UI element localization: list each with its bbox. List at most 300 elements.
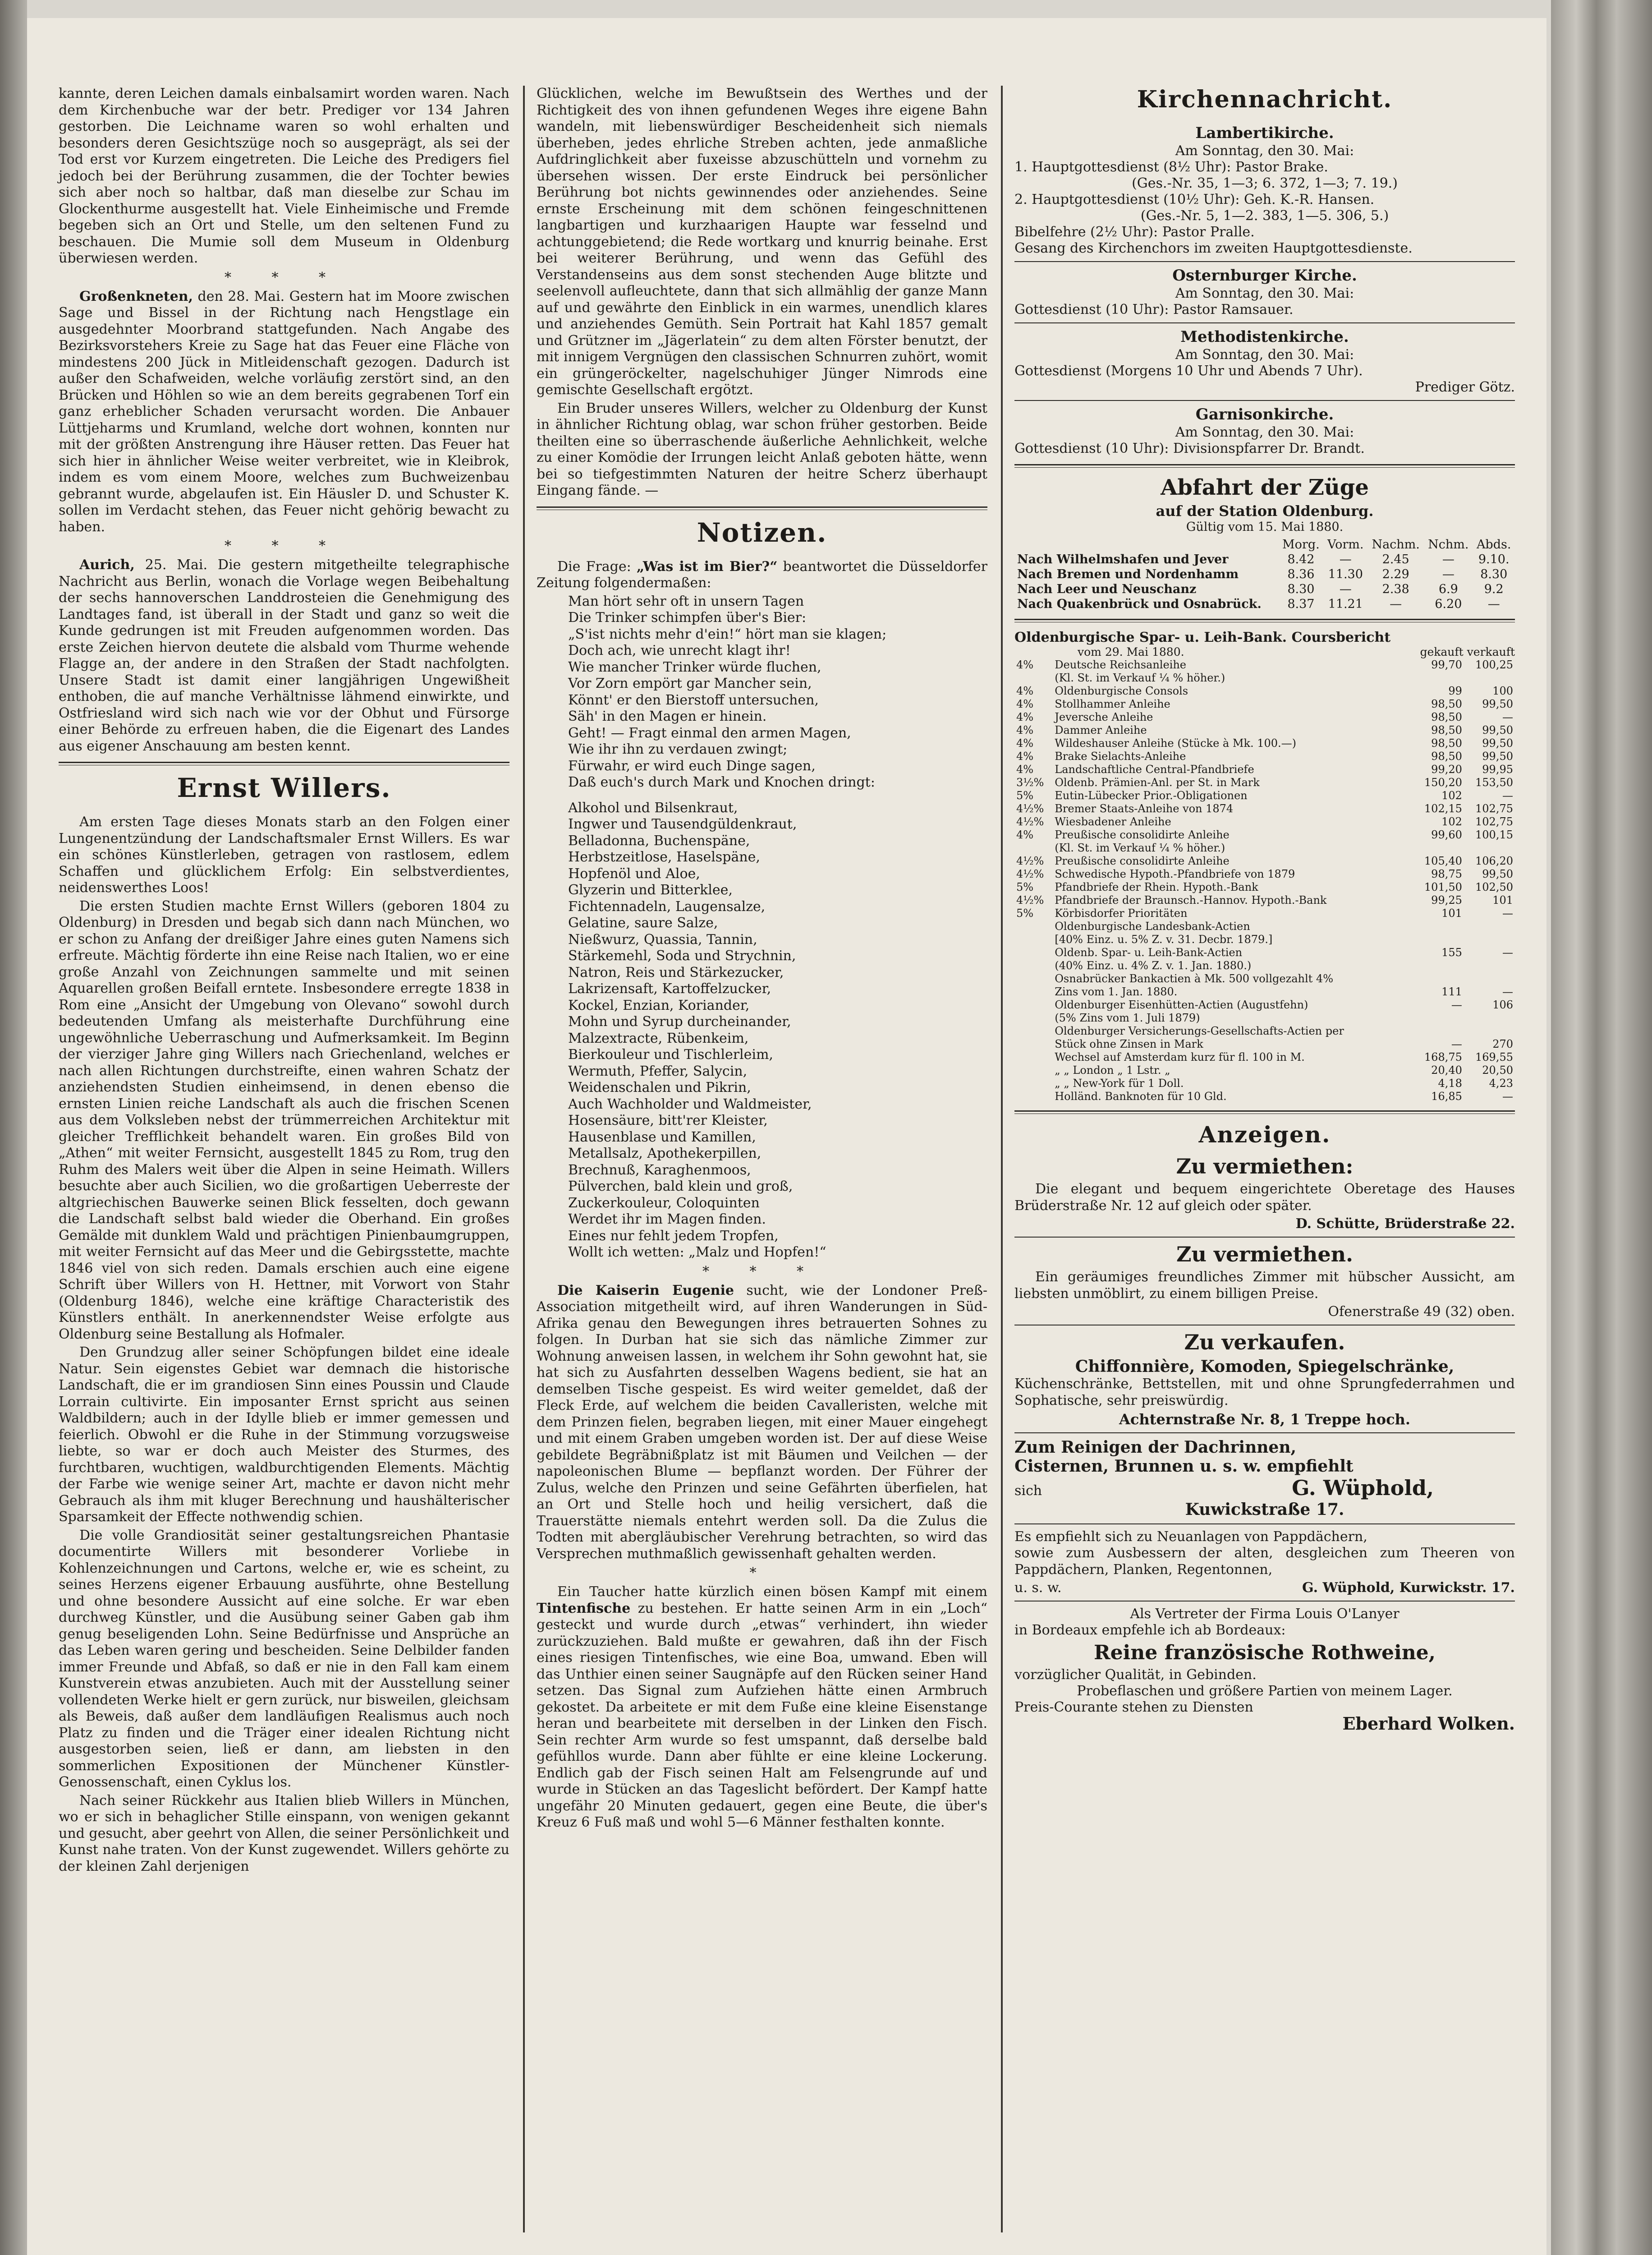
rate-percent: 5% xyxy=(1016,907,1034,920)
rate-sold: 169,55 xyxy=(1475,1051,1513,1063)
column-2 xyxy=(537,86,987,1833)
rate-sold xyxy=(1464,972,1515,985)
rate-sold xyxy=(1464,959,1515,972)
rate-security: Oldenburger Versicherungs-Gesellschafts-Actien per xyxy=(1055,1025,1344,1037)
ads-title: Anzeigen. xyxy=(1198,1121,1331,1148)
rate-sold: — xyxy=(1502,711,1513,723)
service-line: Bibelfehre (2½ Uhr): Pastor Pralle. xyxy=(1014,224,1255,240)
train-row xyxy=(1014,597,1515,612)
rate-bought: 99 xyxy=(1448,685,1462,697)
ad-headline: Reine französische Rothweine, xyxy=(1094,1641,1436,1664)
rate-row xyxy=(1014,802,1515,815)
rate-row xyxy=(1014,1090,1515,1103)
rate-bought: 98,50 xyxy=(1431,750,1462,763)
train-time: 11.21 xyxy=(1328,597,1363,611)
article-lead: Tintenfische xyxy=(537,1600,631,1616)
rate-percent: 4½% xyxy=(1016,802,1044,815)
train-destination: Nach Wilhelmshafen und Jever xyxy=(1017,552,1229,566)
rate-sold: 99,50 xyxy=(1482,724,1513,736)
poem-line: Alkohol und Bilsenkraut, xyxy=(568,800,738,816)
rate-bought: 16,85 xyxy=(1431,1090,1462,1103)
train-header-row xyxy=(1014,537,1515,552)
rate-percent: 4% xyxy=(1016,685,1034,697)
rates-title: Oldenburgische Spar- u. Leih-Bank. Coursbericht xyxy=(1014,630,1391,645)
rates-table xyxy=(1014,658,1515,1103)
ad-address: Kuwickstraße 17. xyxy=(1185,1500,1345,1519)
rate-security: Oldenburger Eisenhütten-Actien (Augustfehn) xyxy=(1055,999,1308,1011)
rate-percent: 4% xyxy=(1016,763,1034,776)
train-time: — xyxy=(1442,567,1455,581)
rate-security: Wiesbadener Anleihe xyxy=(1055,815,1171,828)
rate-security: Eutin-Lübecker Prior.-Obligationen xyxy=(1055,789,1248,802)
rate-bought xyxy=(1413,1025,1464,1038)
rate-row xyxy=(1014,763,1515,776)
rate-bought: 4,18 xyxy=(1438,1077,1462,1090)
rate-sold: 102,75 xyxy=(1475,802,1513,815)
rate-security: (40% Einz. u. 4% Z. v. 1. Jan. 1880.) xyxy=(1055,959,1252,972)
ad-signature: D. Schütte, Brüderstraße 22. xyxy=(1295,1216,1515,1232)
rate-percent xyxy=(1014,1025,1053,1038)
train-time: — xyxy=(1390,597,1402,611)
rate-bought: — xyxy=(1451,999,1462,1011)
rate-security: Pfandbriefe der Rhein. Hypoth.-Bank xyxy=(1055,881,1258,893)
section-rule xyxy=(537,506,987,510)
service-date: Am Sonntag, den 30. Mai: xyxy=(1175,143,1354,159)
rate-sold: 99,50 xyxy=(1482,750,1513,763)
rate-percent xyxy=(1014,920,1053,933)
rate-bought: 98,50 xyxy=(1431,724,1462,736)
rate-percent xyxy=(1014,1090,1053,1103)
rate-row xyxy=(1014,907,1515,920)
column-rule xyxy=(523,86,525,2232)
poem-line: Hopfenöl und Aloe, xyxy=(568,865,700,882)
rate-bought: 101,50 xyxy=(1424,881,1462,893)
poem-line: Werdet ihr im Magen finden. xyxy=(568,1211,766,1227)
rate-bought: 99,20 xyxy=(1431,763,1462,776)
rate-row xyxy=(1014,985,1515,999)
poem-line: Mohn und Syrup durcheinander, xyxy=(568,1014,791,1030)
ad-line: Als Vertreter der Firma Louis O'Lanyer xyxy=(1130,1606,1400,1622)
poem-line: Könnt' er den Bierstoff untersuchen, xyxy=(568,692,819,708)
section-rule xyxy=(1014,1110,1515,1114)
poem-line: Eines nur fehlt jedem Tropfen, xyxy=(568,1228,779,1244)
book-binding-edge xyxy=(1551,0,1652,2255)
ad-heading: Zu verkaufen. xyxy=(1184,1330,1345,1354)
ad-line: Preis-Courante stehen zu Diensten xyxy=(1014,1699,1253,1715)
poem-line: Natron, Reis und Stärkezucker, xyxy=(568,964,784,980)
rates-subheader xyxy=(1014,645,1515,658)
ad-line: sich xyxy=(1014,1483,1042,1499)
rate-bought: 102,15 xyxy=(1424,802,1462,815)
rate-bought: 99,70 xyxy=(1431,658,1462,671)
poem-line: Gelatine, saure Salze, xyxy=(568,915,718,931)
willers-para-2: Die ersten Studien machte Ernst Willers (geboren 1804 zu Oldenburg) in Dresden und begab sich dann nach München, wo er schon zu Anfang der dreißiger Jahre eines guten Namens sich erfreute. Mächtig förderte ihn eine Reise nach Italien, wo er eine große Anzahl von Zeichnungen sammelte und mit seinen Aquarellen großen Beifall erntete. Insbesondere erregte 1838 in Rom eine „Ansicht der Umgebung von Olevano“ sowohl durch bedeutenden Umfang als meisterhafte Durchführung eine ungewöhnliche Ueberraschung und Aufmerksamkeit. Im Beginn der vierziger Jahre ging Willers nach Griechenland, welches er nach allen Richtungen durchstreifte, einen wahren Schatz der anziehendsten Studien einheimsend, in denen ebenso die ernsten Linien reiche Landschaft als auch die frischen Scenen aus dem Volksleben nebst der trümmerreichen Architektur mit gleicher Trefflichkeit behandelt waren. Ein großes Bild von „Athen“ mit weiter Fernsicht, ausgestellt 1845 zu Rom, trug den Ruhm des Malers weit über die Alpen in seine Heimath. Willers besuchte aber auch Sicilien, wo die großartigen Ueberreste der altgriechischen Bauwerke seinen Blick fesselten, doch gewann die Landschaft selbst bald wieder die Oberhand. Ein großes Gemälde mit dunklem Wald und prächtigen Pinienbaumgruppen, mit weiter Fernsicht auf das Meer und die Gebirgsstette, machte 1846 viel von sich reden. Damals erschien auch eine eigene Schrift über Willers von H. Hettner, mit Vorwort von Stahr (Oldenburg 1846), welche eine kräftige Characteristik des Künstlers enthält. In anerkennendster Weise erfolgte aus Oldenburg seine Bestallung als Hofmaler. xyxy=(59,898,509,1342)
train-header-blank xyxy=(1014,537,1278,552)
rate-row xyxy=(1014,946,1515,959)
preacher-name: Prediger Götz. xyxy=(1415,379,1515,395)
willers-para-5: Nach seiner Rückkehr aus Italien blieb Willers in München, wo er sich in behaglicher Stille einspann, von wenigen gekannt und gesucht, aber geehrt von Allen, die seiner Persönlichkeit und Kunst nahe traten. Von der Kunst zugewendet. Willers gehörte zu der kleinen Zahl derjenigen xyxy=(59,1792,509,1874)
rate-row xyxy=(1014,724,1515,737)
column-1 xyxy=(59,86,509,1877)
place-name: Aurich, xyxy=(79,557,135,573)
rate-security: Dammer Anleihe xyxy=(1055,724,1147,736)
rate-sold: — xyxy=(1502,789,1513,802)
willers-para-1: Am ersten Tage dieses Monats starb an den Folgen einer Lungenentzündung der Landschaftsmaler Ernst Willers. Es war ein schönes Künstlerleben, getragen von rastlosem, edlem Schaffen und glücklichem Erfolg: Ein selbstverdientes, neidenswerthes Loos! xyxy=(59,814,509,896)
train-row xyxy=(1014,567,1515,582)
separator-stars: * * * xyxy=(224,269,344,285)
poem-line: Geht! — Fragt einmal den armen Magen, xyxy=(568,725,851,741)
poem-line: Metallsalz, Apothekerpillen, xyxy=(568,1146,762,1161)
church-heading: Garnisonkirche. xyxy=(1195,405,1334,423)
rate-security: Preußische consolidirte Anleihe xyxy=(1055,855,1230,867)
mummy-article-end: kannte, deren Leichen damals einbalsamirt worden waren. Nach dem Kirchenbuche war der betr. Prediger vor 134 Jahren gestorben. Die Leichname waren so wohl erhalten und besonders deren Gesichtszüge noch so ausgeprägt, als sei der Tod erst vor Kurzem eingetreten. Die Leiche des Predigers fiel jedoch bei der Berührung zusammen, die der Tochter bewies sich aber noch so haltbar, daß man dieselbe zur Schau im Glockenthurme ausgestellt hat. Viele Einheimische und Fremde begeben sich an Ort und Stelle, um den seltenen Fund zu beschauen. Die Mumie soll dem Museum in Oldenburg überwiesen werden. xyxy=(59,86,509,266)
rate-bought xyxy=(1413,959,1464,972)
ad-text: Ein geräumiges freundliches Zimmer mit hübscher Aussicht, am liebsten unmöblirt, zu einem billigen Preise. xyxy=(1014,1269,1515,1302)
rate-sold: 99,50 xyxy=(1482,698,1513,710)
rate-percent xyxy=(1014,672,1053,685)
service-line: Gesang des Kirchenchors im zweiten Hauptgottesdienste. xyxy=(1014,240,1413,256)
rate-bought xyxy=(1413,972,1464,985)
intro-text: beantwortet die Düsseldorfer Zeitung folgendermaßen: xyxy=(537,558,987,591)
train-time: 2.45 xyxy=(1382,552,1409,566)
rate-row xyxy=(1014,658,1515,672)
rate-sold xyxy=(1464,1025,1515,1038)
ad-line: in Bordeaux empfehle ich ab Bordeaux: xyxy=(1014,1622,1286,1638)
rate-row xyxy=(1014,1064,1515,1077)
rate-security: Schwedische Hypoth.-Pfandbriefe von 1879 xyxy=(1055,868,1295,880)
rate-row xyxy=(1014,999,1515,1012)
rate-bought: 98,75 xyxy=(1431,868,1462,880)
rate-percent: 4% xyxy=(1016,828,1034,841)
rate-bought: 105,40 xyxy=(1424,855,1462,867)
ad-line: Es empfiehlt sich zu Neuanlagen von Pappdächern, xyxy=(1014,1529,1367,1545)
rate-bought xyxy=(1413,672,1464,685)
poem-line: Säh' in den Magen er hinein. xyxy=(568,709,767,724)
hymn-numbers: (Ges.-Nr. 35, 1—3; 6. 372, 1—3; 7. 19.) xyxy=(1132,175,1398,191)
rate-security: Pfandbriefe der Braunsch.-Hannov. Hypoth.-Bank xyxy=(1055,894,1327,907)
train-col-head: Nchm. xyxy=(1428,538,1469,552)
willers-continued: Glücklichen, welche im Bewußtsein des Werthes und der Richtigkeit des von ihnen gefundenen Weges ihre eigene Bahn wandeln, mit liebenswürdiger Bescheidenheit sich niemals überheben, jedes ehrliche Streben achten, jede anmaßliche Aufdringlichkeit aber fuxeisse abzuschütteln und vornehm zu übersehen wissen. Der erste Eindruck bei persönlicher Berührung bot nichts gewinnendes oder anziehendes. Seine ernste Erscheinung mit dem schönen feingeschnittenen langbartigen und kurzhaarigen Haupte war fesselnd und achtunggebietend; die Rede wortkarg und knurrig beinahe. Erst bei weiterer Berührung, und wenn das Gefühl des Verstandenseins aus dem sonst stechenden Auge blitzte und seelenvoll aufleuchtete, dann that sich allmählig der ganze Mann auf und gewährte den Einblick in ein warmes, unendlich klares und anziehendes Gemüth. Sein Portrait hat Kahl 1857 gemalt und Grützner im „Jägerlatein“ zu dem alten Förster benutzt, der mit innigem Vergnügen den classischen Schnurren zuhört, womit ein grüngeröckelter, nagelschuhiger Jünger Nimrods eine gemischte Gesellschaft ergötzt. xyxy=(537,86,987,398)
rate-bought: 98,50 xyxy=(1431,711,1462,723)
rate-security: Oldenb. Spar- u. Leih-Bank-Actien xyxy=(1055,946,1243,959)
train-destination: Nach Quakenbrück und Osnabrück. xyxy=(1017,597,1262,611)
poem-line: Wie mancher Trinker würde fluchen, xyxy=(568,659,821,675)
rate-percent: 4½% xyxy=(1016,855,1044,867)
service-line: Gottesdienst (10 Uhr): Pastor Ramsauer. xyxy=(1014,302,1294,318)
service-line: 2. Hauptgottesdienst (10½ Uhr): Geh. K.-R. Hansen. xyxy=(1014,192,1375,207)
ad-line: vorzüglicher Qualität, in Gebinden. xyxy=(1014,1667,1257,1683)
poem-line: Wollt ich wetten: „Malz und Hopfen!“ xyxy=(568,1244,826,1260)
ad-signature: Eberhard Wolken. xyxy=(1342,1713,1515,1734)
rate-sold xyxy=(1464,672,1515,685)
article-lead: Die Kaiserin Eugenie xyxy=(557,1282,734,1298)
train-time: 9.2 xyxy=(1484,582,1504,596)
rate-percent: 4½% xyxy=(1016,815,1044,828)
rate-bought: 102 xyxy=(1441,789,1462,802)
rule xyxy=(1014,1237,1515,1238)
rate-percent: 4% xyxy=(1016,724,1034,736)
rate-security: Bremer Staats-Anleihe von 1874 xyxy=(1055,802,1234,815)
rate-percent: 4½% xyxy=(1016,868,1044,880)
rate-percent: 5% xyxy=(1016,881,1034,893)
train-time: 8.30 xyxy=(1480,567,1508,581)
rate-bought: 98,50 xyxy=(1431,698,1462,710)
service-date: Am Sonntag, den 30. Mai: xyxy=(1175,424,1354,440)
train-time: — xyxy=(1442,552,1455,566)
article-kaiserin xyxy=(537,1283,987,1563)
newspaper-page xyxy=(27,18,1546,2255)
rate-row xyxy=(1014,815,1515,828)
rate-sold: 101 xyxy=(1492,894,1513,907)
ad-text: sowie zum Ausbessern der alten, desgleichen zum Theeren von Pappdächern, Planken, Regentonnen, xyxy=(1014,1545,1515,1578)
rate-bought: 155 xyxy=(1441,946,1462,959)
ad-heading: Zu vermiethen. xyxy=(1176,1242,1354,1266)
train-col-head: Nachm. xyxy=(1372,538,1420,552)
poem-line: Weidenschalen und Pikrin, xyxy=(568,1080,751,1095)
poem-line: Auch Wachholder und Waldmeister, xyxy=(568,1096,812,1112)
rate-row xyxy=(1014,789,1515,802)
rate-sold: 106,20 xyxy=(1475,855,1513,867)
train-table xyxy=(1014,537,1515,612)
poem-line: Brechnuß, Karaghenmoos, xyxy=(568,1162,751,1178)
poem-line: Nießwurz, Quassia, Tannin, xyxy=(568,931,757,948)
rate-percent: 4½% xyxy=(1016,894,1044,907)
willers-para-4: Die volle Grandiosität seiner gestaltungsreichen Phantasie documentirte Willers mit besonderer Vorliebe in Kohlenzeichnungen und Cartons, welche er, wie es scheint, zu seines Herzens eigener Erbauung ausführte, ohne Bestellung und ohne besondere Aussicht auf eine solche. Er war eben durchweg Künstler, und die Ausübung seiner Gaben gab ihm genug beseligenden Lohn. Seine Bedürfnisse und Ansprüche an das Leben waren gering und bescheiden. Seine Delbilder fanden immer Freunde und Abfaß, so daß er nie in den Fall kam einem Kunstverein etwas anzubieten. Auch mit der Ausstellung seiner vollendeten Werke hielt er gern zurück, nur bisweilen, gleichsam als Beweis, daß außer dem landläufigen Realismus auch noch Platz zu finden und die Träger einer idealen Richtung nicht ausgestorben seien, ließ er dann, am liebsten in den sommerlichen Expositionen der Münchener Künstler-Genossenschaft, einen Cyklus los. xyxy=(59,1527,509,1790)
train-time: 8.30 xyxy=(1287,582,1315,596)
section-rule xyxy=(59,762,509,765)
ad-signature: G. Wüphold, Kurwickstr. 17. xyxy=(1302,1580,1515,1596)
train-time: 9.10. xyxy=(1478,552,1510,566)
train-time: 2.29 xyxy=(1382,567,1409,581)
rate-percent xyxy=(1014,1077,1053,1090)
rates-date: vom 29. Mai 1880. xyxy=(1078,645,1184,658)
rate-row xyxy=(1014,933,1515,946)
ad-line: Probeflaschen und größere Partien von meinem Lager. xyxy=(1077,1683,1453,1699)
ad-name: G. Wüphold, xyxy=(1292,1476,1434,1500)
poem-line: Hosensäure, bitt'rer Kleister, xyxy=(568,1113,768,1128)
beer-question: „Was ist im Bier?“ xyxy=(636,558,778,575)
service-line: Gottesdienst (10 Uhr): Divisionspfarrer Dr. Brandt. xyxy=(1014,441,1365,456)
train-row xyxy=(1014,582,1515,597)
intro-text: Die Frage: xyxy=(557,558,637,575)
poem-line: Doch ach, wie unrecht klagt ihr! xyxy=(568,643,791,658)
rate-percent: 4% xyxy=(1016,750,1034,763)
rate-security: Brake Sielachts-Anleihe xyxy=(1055,750,1186,763)
rate-sold: 99,50 xyxy=(1482,868,1513,880)
rate-percent xyxy=(1014,946,1053,959)
separator-stars: * * * xyxy=(224,538,344,554)
train-body xyxy=(1014,552,1515,612)
poem-line: Daß euch's durch Mark und Knochen dringt: xyxy=(568,774,875,790)
rate-sold: 102,75 xyxy=(1475,815,1513,828)
rate-security: (Kl. St. im Verkauf ¼ % höher.) xyxy=(1055,672,1225,684)
rate-percent xyxy=(1014,1012,1053,1025)
rate-row xyxy=(1014,855,1515,868)
place-name: Großenkneten, xyxy=(79,288,193,304)
train-time: 8.37 xyxy=(1287,597,1315,611)
rate-security: Oldenburgische Landesbank-Actien xyxy=(1055,920,1250,933)
train-time: 11.30 xyxy=(1328,567,1363,581)
rate-security: Zins vom 1. Jan. 1880. xyxy=(1055,985,1178,998)
rate-bought: 111 xyxy=(1441,985,1462,998)
rate-security: „ „ London „ 1 Lstr. „ xyxy=(1055,1064,1170,1077)
rate-security: Stück ohne Zinsen in Mark xyxy=(1055,1038,1203,1050)
rate-bought xyxy=(1413,1012,1464,1025)
rate-percent xyxy=(1014,842,1053,855)
rate-sold: 100 xyxy=(1492,685,1513,697)
rate-row xyxy=(1014,959,1515,972)
ad-name-row xyxy=(1014,1476,1515,1500)
service-line: Gottesdienst (Morgens 10 Uhr und Abends 7 Uhr). xyxy=(1014,363,1363,379)
rate-sold xyxy=(1464,842,1515,855)
rate-percent xyxy=(1014,999,1053,1012)
rate-security: Deutsche Reichsanleihe xyxy=(1055,658,1186,671)
article-text: 25. Mai. Die gestern mitgetheilte telegraphische Nachricht aus Berlin, wonach die Vorlage wegen Beibehaltung der sechs hannoverschen Landdrosteien die Genehmigung des Landtages fand, ist überall in der Stadt und ganz so weit die Kunde gedrungen ist mit Freuden aufgenommen worden. Das erste Zeichen hiervon deutete die alsbald vom Thurme wehende Flagge an, der andere in den Straßen der Stadt nachfolgten. Unsere Stadt ist damit einer langjährigen Ungewißheit enthoben, die auf manche Verhältnisse lähmend einwirkte, und Ostfriesland wird sich nach wie vor der Obhut und Fürsorge einer Behörde zu erfreuen haben, die die Eigenart des Landes aus eigener Anschauung am besten kennt. xyxy=(59,557,509,754)
column-rule xyxy=(1001,86,1003,2232)
rate-row xyxy=(1014,972,1515,985)
rule xyxy=(1014,322,1515,323)
train-col-head: Morg. xyxy=(1282,538,1320,552)
train-time: 8.42 xyxy=(1287,552,1315,566)
church-heading: Lambertikirche. xyxy=(1195,124,1334,142)
rate-security: Oldenb. Prämien-Anl. per St. in Mark xyxy=(1055,776,1260,789)
separator-stars: * * * xyxy=(702,1263,822,1279)
rate-security: Stollhammer Anleihe xyxy=(1055,698,1170,710)
rate-percent: 5% xyxy=(1016,789,1034,802)
train-time: — xyxy=(1339,552,1352,566)
poem-line: Hausenblase und Kamillen, xyxy=(568,1129,756,1145)
poem-line: Glyzerin und Bitterklee, xyxy=(568,882,733,898)
rate-sold: 100,15 xyxy=(1475,828,1513,841)
train-col-head: Vorm. xyxy=(1327,538,1364,552)
rate-percent xyxy=(1014,1051,1053,1064)
article-taucher xyxy=(537,1584,987,1831)
church-news-title: Kirchennachricht. xyxy=(1137,86,1393,113)
rate-percent: 4% xyxy=(1016,737,1034,750)
rates-col-heads xyxy=(1420,645,1515,658)
ad-sig-row xyxy=(1014,1580,1515,1596)
ad-items: Chiffonnière, Komoden, Spiegelschränke, xyxy=(1075,1357,1455,1376)
poem-line: Lakrizensaft, Kartoffelzucker, xyxy=(568,981,771,997)
willers-brother: Ein Bruder unseres Willers, welcher zu Oldenburg der Kunst in ähnlicher Richtung oblag, war schon früher gestorben. Beide theilten eine so überraschende äußerliche Aehnlichkeit, welche zu einer Komödie der Irrungen leicht Anlaß geboten hätte, wenn bei so tiefgestimmten Naturen der heitre Scherz überhaupt Eingang fände. — xyxy=(537,400,987,498)
beer-intro xyxy=(537,559,987,592)
page-shadow-left xyxy=(0,0,27,2255)
rate-row xyxy=(1014,881,1515,894)
poem-line: Malzextracte, Rübenkeim, xyxy=(568,1030,749,1046)
rule xyxy=(1014,1432,1515,1433)
poem-line: Zuckerkouleur, Coloquinten xyxy=(568,1195,760,1211)
rate-bought: 20,40 xyxy=(1431,1064,1462,1077)
poem-line: Wermuth, Pfeffer, Salycin, xyxy=(568,1063,748,1079)
rate-security: Landschaftliche Central-Pfandbriefe xyxy=(1055,763,1254,776)
poem-line: „S'ist nichts mehr d'ein!“ hört man sie klagen; xyxy=(568,626,887,642)
poem-line: Vor Zorn empört gar Mancher sein, xyxy=(568,676,812,691)
poem-line: Herbstzeitlose, Haselspäne, xyxy=(568,849,760,865)
article-text: sucht, wie der Londoner Preß-Association mitgetheilt wird, auf ihren Wanderungen in Süd-Afrika genau den Bewegungen ihres betrauerten Sohnes zu folgen. In Durban hat sie sich das nämliche Zimmer zur Wohnung anweisen lassen, in welchem ihr Sohn gewohnt hat, sie hat sich zu Ausfahrten desselben Wagens bedient, sie hat an demselben Tische gespeist. Es wird weiter gemeldet, daß der Fleck Erde, auf welchem die beiden Cavalleristen, welche mit dem Prinzen fielen, begraben liegen, mit einer Mauer eingehegt und mit einem Graben umgeben worden ist. Der auf diese Weise gebildete Begräbnißplatz ist mit Bäumen und Veilchen — der napoleonischen Blume — bepflanzt worden. Der Führer der Zulus, welche den Prinzen und seine Gefährten überfielen, hat an Ort und Stelle hoch und heilig versichert, daß die Trauerstätte niemals entehrt werden soll. Da die Zulus die Todten mit abergläubischer Verehrung betrachten, so wird das Versprechen muthmaßlich gewissenhaft gehalten werden. xyxy=(537,1282,987,1562)
rate-bought: 150,20 xyxy=(1424,776,1462,789)
rate-security: Osnabrücker Bankactien à Mk. 500 vollgezahlt 4% xyxy=(1055,972,1334,985)
rate-row xyxy=(1014,672,1515,685)
rate-security: (5% Zins vom 1. Juli 1879) xyxy=(1055,1012,1200,1024)
col-head-sold: verkauft xyxy=(1467,645,1515,658)
rate-security: Oldenburgische Consols xyxy=(1055,685,1189,697)
rate-row xyxy=(1014,711,1515,724)
poem-line: Stärkemehl, Soda und Strychnin, xyxy=(568,948,796,964)
rate-row xyxy=(1014,1025,1515,1038)
rate-bought xyxy=(1413,842,1464,855)
poem-line: Belladonna, Buchenspäne, xyxy=(568,833,750,849)
article-grossenkneten xyxy=(59,289,509,536)
rate-percent: 3½% xyxy=(1016,776,1044,789)
rate-security: Preußische consolidirte Anleihe xyxy=(1055,828,1230,841)
rate-row xyxy=(1014,685,1515,698)
poem-line: Fürwahr, er wird euch Dinge sagen, xyxy=(568,758,816,774)
train-subtitle: auf der Station Oldenburg. xyxy=(1156,502,1374,520)
article-text: den 28. Mai. Gestern hat im Moore zwischen Sage und Bissel in der Richtung nach Hengstlage ein ausgedehnter Moorbrand stattgefunden. Nach Angabe des Bezirksvorstehers Kreie zu Sage hat das Feuer eine Fläche von mindestens 200 Jück in Mitleidenschaft gezogen. Dadurch ist außer den Schafweiden, welche vorläufig zerstört sind, an den Brücken und Höhlen so wie an dem bereits gegrabenen Torf ein ganz erheblicher Schaden verursacht worden. Die Anbauer Lüttjeharms und Krumland, welche dort wohnen, konnten nur mit der größten Anstrengung ihre Häuser retten. Das Feuer hat sich hier in ähnlicher Weise weiter verbreitet, wie in Kleibrok, indem es vom einem Moore, welches zum Buchweizenbau gebrannt wurde, abgelaufen ist. Ein Häusler D. und Schuster K. sollen im Verdacht stehen, das Feuer nicht gehörig bewacht zu haben. xyxy=(59,288,509,535)
rate-row xyxy=(1014,868,1515,881)
rate-sold: 99,95 xyxy=(1482,763,1513,776)
train-destination: Nach Bremen und Nordenhamm xyxy=(1017,567,1239,581)
rate-row xyxy=(1014,842,1515,855)
rate-percent xyxy=(1014,972,1053,985)
article-aurich xyxy=(59,557,509,755)
column-3 xyxy=(1014,86,1515,1732)
rate-security: Körbisdorfer Prioritäten xyxy=(1055,907,1188,920)
rate-sold: 102,50 xyxy=(1475,881,1513,893)
rate-percent: 4% xyxy=(1016,711,1034,723)
rate-bought xyxy=(1413,933,1464,946)
rate-row xyxy=(1014,750,1515,763)
ad-address: Achternstraße Nr. 8, 1 Treppe hoch. xyxy=(1119,1411,1410,1428)
rate-security: Wildeshauser Anleihe (Stücke à Mk. 100.—) xyxy=(1055,737,1297,750)
poem-line: Pülverchen, bald klein und groß, xyxy=(568,1178,793,1194)
ad-heading: Zu vermiethen: xyxy=(1176,1154,1354,1178)
rate-percent xyxy=(1014,1064,1053,1077)
train-time: 6.20 xyxy=(1435,597,1462,611)
rule xyxy=(1014,1523,1515,1524)
train-row xyxy=(1014,552,1515,567)
article-text: zu bestehen. Er hatte seinen Arm in ein „Loch“ gesteckt und wurde durch „etwas“ verhindert, ihn wieder zurückzuziehen. Bald mußte er gewahren, daß ihn der Fisch eines riesigen Tintenfisches, wie eine Boa, umwand. Eben will das Unthier einen seiner Saugnäpfe auf den Rücken seiner Hand setzen. Das Signal zum Aufziehen hätte einen Armbruch gekostet. Da arbeitete er mit dem Fuße eine kleine Eisenstange heran und bearbeitete mit derselben in der Linken den Fisch. Sein rechter Arm wurde so fest umspannt, daß derselbe bald gefühllos wurde. Dann aber fühlte er eine kleine Lockerung. Endlich gab der Fisch seinen Halt am Felsengrunde auf und wurde in Stücken an das Tageslicht befördert. Der Kampf hatte ungefähr 20 Minuten gedauert, gegen eine Beute, die über's Kreuz 6 Fuß maß und wohl 5—6 Männer festhalten konnte. xyxy=(537,1600,987,1830)
train-time: 2.38 xyxy=(1382,582,1409,596)
rate-percent xyxy=(1014,985,1053,999)
rate-sold: — xyxy=(1502,1090,1513,1103)
rate-security: Jeversche Anleihe xyxy=(1055,711,1153,723)
rate-sold xyxy=(1464,920,1515,933)
church-heading: Osternburger Kirche. xyxy=(1172,267,1357,285)
rate-sold: — xyxy=(1502,946,1513,959)
rate-percent xyxy=(1014,959,1053,972)
section-rule xyxy=(1014,619,1515,622)
ad-text: Die elegant und bequem eingerichtete Oberetage des Hauses Brüderstraße Nr. 12 auf gleich oder später. xyxy=(1014,1181,1515,1214)
rate-sold: 4,23 xyxy=(1489,1077,1513,1090)
train-col-head: Abds. xyxy=(1476,538,1511,552)
service-line: 1. Hauptgottesdienst (8½ Uhr): Pastor Brake. xyxy=(1014,159,1328,175)
ad-address: Ofenerstraße 49 (32) oben. xyxy=(1328,1304,1515,1320)
train-time: 6.9 xyxy=(1438,582,1458,596)
rate-percent: 4% xyxy=(1016,698,1034,710)
rate-bought: 99,60 xyxy=(1431,828,1462,841)
rate-security: Wechsel auf Amsterdam kurz für fl. 100 in M. xyxy=(1055,1051,1305,1063)
rate-row xyxy=(1014,1012,1515,1025)
article-text: Ein Taucher hatte kürzlich einen bösen Kampf mit einem xyxy=(557,1584,987,1600)
rule xyxy=(1014,400,1515,401)
rate-row xyxy=(1014,776,1515,789)
rate-bought: — xyxy=(1451,1038,1462,1050)
rate-sold: 99,50 xyxy=(1482,737,1513,750)
poem-line: Fichtennadeln, Laugensalze, xyxy=(568,898,766,915)
section-rule xyxy=(1014,464,1515,468)
rate-bought: 98,50 xyxy=(1431,737,1462,750)
